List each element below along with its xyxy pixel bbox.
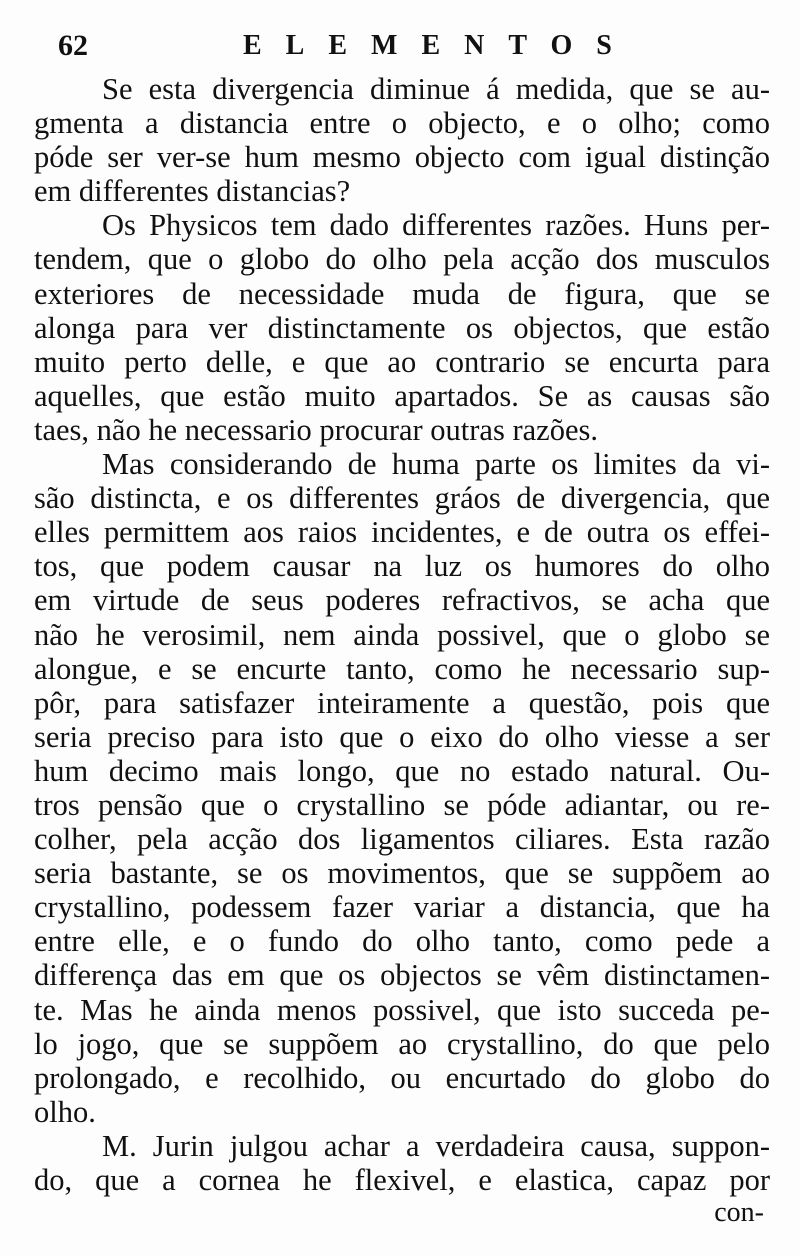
catchword: con-: [714, 1197, 764, 1228]
text-line: alonga para ver distinctamente os objectos, que estão: [34, 310, 770, 345]
text-line: elles permittem aos raios incidentes, e de outra os effei-: [34, 515, 770, 550]
text-line: tendem, que o globo do olho pela acção dos musculos: [34, 242, 770, 277]
body-text: [34, 72, 770, 1197]
text-line: aquelles, que estão muito apartados. Se as causas são: [34, 378, 770, 413]
text-line: do, que a cornea he flexivel, e elastica, capaz por: [34, 1163, 770, 1197]
text-line: colher, pela acção dos ligamentos ciliares. Esta razão: [34, 822, 770, 857]
text-line: hum decimo mais longo, que no estado natural. Ou-: [34, 753, 770, 788]
text-line: são distincta, e os differentes gráos de divergencia, que: [34, 481, 770, 516]
page-number: 62: [58, 29, 88, 62]
page-header: [58, 26, 778, 66]
text-line: differença das em que os objectos se vêm distinctamen-: [34, 958, 770, 993]
text-line: entre elle, e o fundo do olho tanto, como pede a: [34, 924, 770, 959]
text-line: gmenta a distancia entre o objecto, e o olho; como: [34, 106, 770, 141]
text-line: alongue, e se encurte tanto, como he necessario sup-: [34, 651, 770, 686]
text-line: seria preciso para isto que o eixo do olho viesse a ser: [34, 719, 770, 754]
text-line: muito perto delle, e que ao contrario se encurta para: [34, 344, 770, 379]
text-line: pôr, para satisfazer inteiramente a questão, pois que: [34, 685, 770, 720]
text-line: crystallino, podessem fazer variar a distancia, que ha: [34, 890, 770, 925]
text-line: em virtude de seus poderes refractivos, se acha que: [34, 583, 770, 618]
text-line: seria bastante, se os movimentos, que se suppõem ao: [34, 856, 770, 891]
text-line: lo jogo, que se suppõem ao crystallino, do que pelo: [34, 1026, 770, 1061]
text-line: M. Jurin julgou achar a verdadeira causa, suppon-: [102, 1128, 770, 1163]
text-line: em differentes distancias?: [34, 174, 351, 209]
text-line: póde ser ver-se hum mesmo objecto com igual distinção: [34, 140, 770, 175]
text-line: taes, não he necessario procurar outras razões.: [34, 412, 598, 447]
text-line: tros pensão que o crystallino se póde adiantar, ou re-: [34, 787, 770, 822]
text-line: tos, que podem causar na luz os humores do olho: [34, 549, 770, 584]
text-line: exteriores de necessidade muda de figura, que se: [34, 276, 770, 311]
text-line: prolongado, e recolhido, ou encurtado do globo do: [34, 1060, 770, 1095]
text-line: Os Physicos tem dado differentes razões. Huns per-: [102, 208, 770, 243]
text-line: te. Mas he ainda menos possivel, que isto succeda pe-: [34, 992, 770, 1027]
text-line: não he verosimil, nem ainda possivel, que o globo se: [34, 617, 770, 652]
running-title: ELEMENTOS: [243, 30, 636, 61]
text-line: Se esta divergencia diminue á medida, que se au-: [102, 72, 770, 106]
text-line: Mas considerando de huma parte os limites da vi-: [102, 447, 770, 482]
text-line: olho.: [34, 1094, 96, 1129]
